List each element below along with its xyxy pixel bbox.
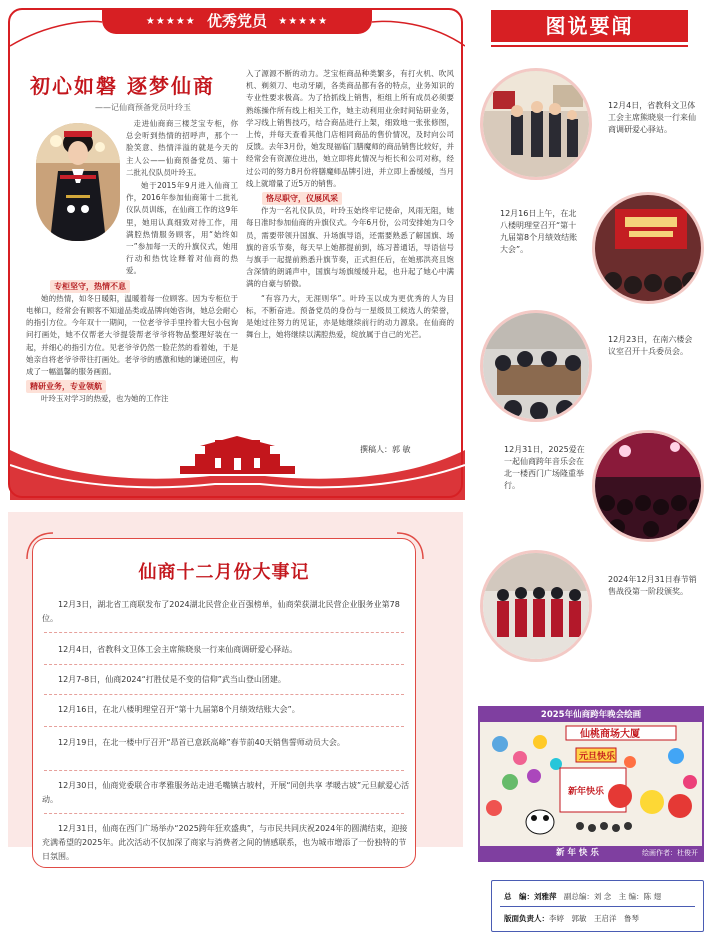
ribbon-decoration: [10, 16, 465, 56]
event-item: [42, 736, 412, 750]
news-caption-4: 12月31日，2025爱在一起仙商跨年音乐会在北一楼西门广场隆重举行。: [504, 445, 585, 490]
credits-line-2: [504, 913, 639, 924]
section-tab-label: 优秀党员: [206, 12, 267, 30]
paragraph: 叶玲玉对学习的热爱，也为她的工作注: [41, 394, 169, 404]
painting-author: 绘画作者：杜俊开: [642, 849, 698, 857]
divider: [44, 632, 404, 633]
painting-title: 2025年仙商跨年晚会绘画: [540, 710, 642, 720]
stars-right: ★★★★★: [278, 16, 329, 27]
editor-label: 主 编：: [618, 892, 644, 901]
paragraph: “有容乃大，无涯则华”。叶玲玉以成为更优秀的人为目标，不断奋进。预备党员的身份与一星级员工候选人的荣誉，是她过往努力的见证，亦是她继续前行的动力源泉。在仙商的舞台上，她将继续以满腔热爱，绽放属于自己的光芒。: [246, 293, 454, 340]
event-text: 12月31日，仙商在西门广场举办“2025跨年狂欢盛典”，与市民共同庆祝2024年的圆满结束，迎接充满希望的2025年。此次活动不仅加深了商家与消费者之间的情感联系，也为城市增添了一份独特的节日氛围。: [42, 824, 408, 861]
page-staff-label: 版面负责人：: [504, 914, 549, 923]
news-photo-5: [480, 550, 592, 662]
paragraph: 作为一名礼仪队员，叶玲玉始终牢记使命，风雨无阻，她每日准时参加仙商的升旗仪式。今年6月份，公司安排她为口令员，需要带领升国旗、升场旗导语，还需要熟悉了解国旗、场旗的音乐节奏，每天早上她都提前到，练习普通话，导语信号与旗手一起提前熟悉升旗节奏，正式担任后，在她那洪亮且饱含深情的朗诵声中，国旗与场旗缓缓升起，也升起了她心中满满的自豪与骄傲。: [246, 206, 454, 289]
paragraph: 走进仙商商三楼芝宝专柜，你总会听到热情的招呼声，那个一脸笑意、热情洋溢的就是今天的主人公——仙商预备党员、第十二批礼仪队员叶玲玉。: [126, 119, 238, 177]
article-title: 初心如磐 逐梦仙商: [30, 74, 215, 98]
tiananmen-decoration: [10, 410, 465, 500]
party-member-article: [8, 8, 463, 498]
byline: 撰稿人：郭 敏: [360, 445, 411, 454]
news-caption-3: 12月23日，在南六楼会议室召开十兵委员会。: [608, 335, 693, 356]
painting-image: [480, 722, 702, 846]
event-item: [42, 779, 412, 807]
paragraph: 入了源源不断的动力。芝宝柜商品种类繁多，有打火机、吹风机、剃须刀、电动牙刷，各类商品都有各的特点，业务知识的专业性要求极高。为了拾抓线上销售，柜组上所有成员必须要熟练操作所有线上相关工作，她主动利用业余时间钻研业务，学习线上销售技巧，结合商品进行上架，细致地一张张修图，上传，并每天查看其他门店相同商品的售价情况，及时向公司反馈。去年3月份，她发现福临门膳魔师的商品销售比较好，并经常会有资源位进出，她立即将此情况与柜长和公司对称，经过公司的努力8月份将膳魔师品牌引进，并立即上番缓缓，当月线上就增量了近5万的销售。: [246, 69, 454, 188]
credits-divider: [500, 906, 695, 907]
painting-footer-text: 新 年 快 乐: [556, 848, 599, 858]
divider: [44, 726, 404, 727]
credits-line-1: [504, 891, 661, 902]
divider: [44, 813, 404, 814]
painting-footer: [480, 846, 702, 860]
painting-stage-text: 新年快乐: [568, 787, 605, 797]
article-column-1: [26, 118, 238, 406]
event-text: 12月16日，在北八楼明理堂召开“第十九届第8个月绩效结账大会”。: [58, 705, 300, 714]
event-item: [42, 822, 412, 864]
article-column-2: [246, 68, 454, 341]
news-caption-2: 12月16日上午，在北八楼明理堂召开“第十九届第8个月绩效结账大会”。: [500, 209, 578, 254]
news-photo-2: [592, 192, 704, 304]
event-text: 12月30日，仙商党委联合市孝雅服务站走进毛嘴镇古坡村，开展“同创共享 孝暖古坡”元旦献爱心活动。: [42, 781, 410, 804]
deputy-editor-label: 副总编：: [563, 892, 594, 901]
painting-slogan: 元旦快乐: [579, 752, 616, 762]
subheading: 精研业务，专业领航: [26, 380, 106, 393]
event-item: [42, 598, 412, 626]
event-item: [42, 673, 412, 687]
chief-editor: 刘雅萍: [534, 892, 557, 901]
divider: [44, 770, 404, 771]
news-photo-1: [480, 68, 592, 180]
editor: 陈 翅: [643, 892, 661, 901]
events-title: 仙商十二月份大事记: [138, 562, 310, 583]
paragraph: 她的热情，如冬日暖阳，温暖着每一位顾客。因为专柜位于电梯口，经常会有顾客不知道品类或品牌向她咨询，她总会耐心的指引方位。今年双十一期间，一位老爷爷手里拎着大包小包询问打画处，她不仅帮老大爷提袋帮老爷爷将物品整理好装在一起，并细心的指引方位。见老爷爷仍然一脸茫然的看着她，于是她亲自将老爷爷带往打画处。老爷爷的感激和她的谦逊回应，构成了一幅温馨的服务画面。: [26, 293, 238, 377]
paragraph: 她于2015年9月进入仙商工作，2016年参加仙商第十二批礼仪队员训练，在仙商工作的这9年里，她用认真细致对待工作，用满腔热情服务顾客，用“始终如一”参加每一天的升旗仪式，她用行动和热忱诠释着对仙商的热爱。: [126, 181, 238, 276]
event-item: [42, 703, 412, 717]
deputy-editor: 刘 念: [593, 892, 612, 901]
event-text: 12月7-8日，仙商2024“打胜仗是不变的信仰”武当山登山团建。: [58, 675, 286, 684]
news-header: 图说要闻: [491, 10, 688, 42]
divider: [44, 694, 404, 695]
event-text: 12月3日，湖北省工商联发布了2024湖北民营企业百强榜单，仙商荣获湖北民营企业服务业第78位。: [42, 600, 400, 623]
newyear-painting: [478, 706, 704, 862]
news-header-underline: [491, 45, 688, 47]
subheading: 专柜坚守，热情不息: [50, 280, 130, 293]
news-photo-4: [592, 430, 704, 542]
event-text: 12月19日，在北一楼中厅召开“昂首已意跃高峰”春节前40天销售誓师动员大会。: [58, 738, 345, 747]
subheading: 恪尽职守，仪展风采: [262, 192, 342, 205]
news-caption-5: 2024年12月31日春节销售战役第一阶段颁奖。: [608, 575, 697, 596]
chief-editor-label: 总 编：: [504, 892, 534, 901]
event-text: 12月4日，省教科文卫体工会主席熊晓泉一行来仙商调研爱心驿站。: [58, 645, 298, 654]
event-item: [42, 643, 412, 657]
divider: [44, 664, 404, 665]
article-subtitle: ——记仙商预备党员叶玲玉: [95, 103, 191, 112]
news-caption-1: 12月4日，省教科文卫体工会主席熊晓泉一行来仙商调研爱心驿站。: [608, 101, 696, 134]
painting-banner-text: 仙桃商场大厦: [580, 729, 640, 740]
news-photo-3: [480, 310, 592, 422]
stars-left: ★★★★★: [145, 16, 196, 27]
editorial-credits: [491, 880, 704, 932]
page-staff: 李婷 郭敏 王启洋 鲁琴: [549, 914, 639, 923]
